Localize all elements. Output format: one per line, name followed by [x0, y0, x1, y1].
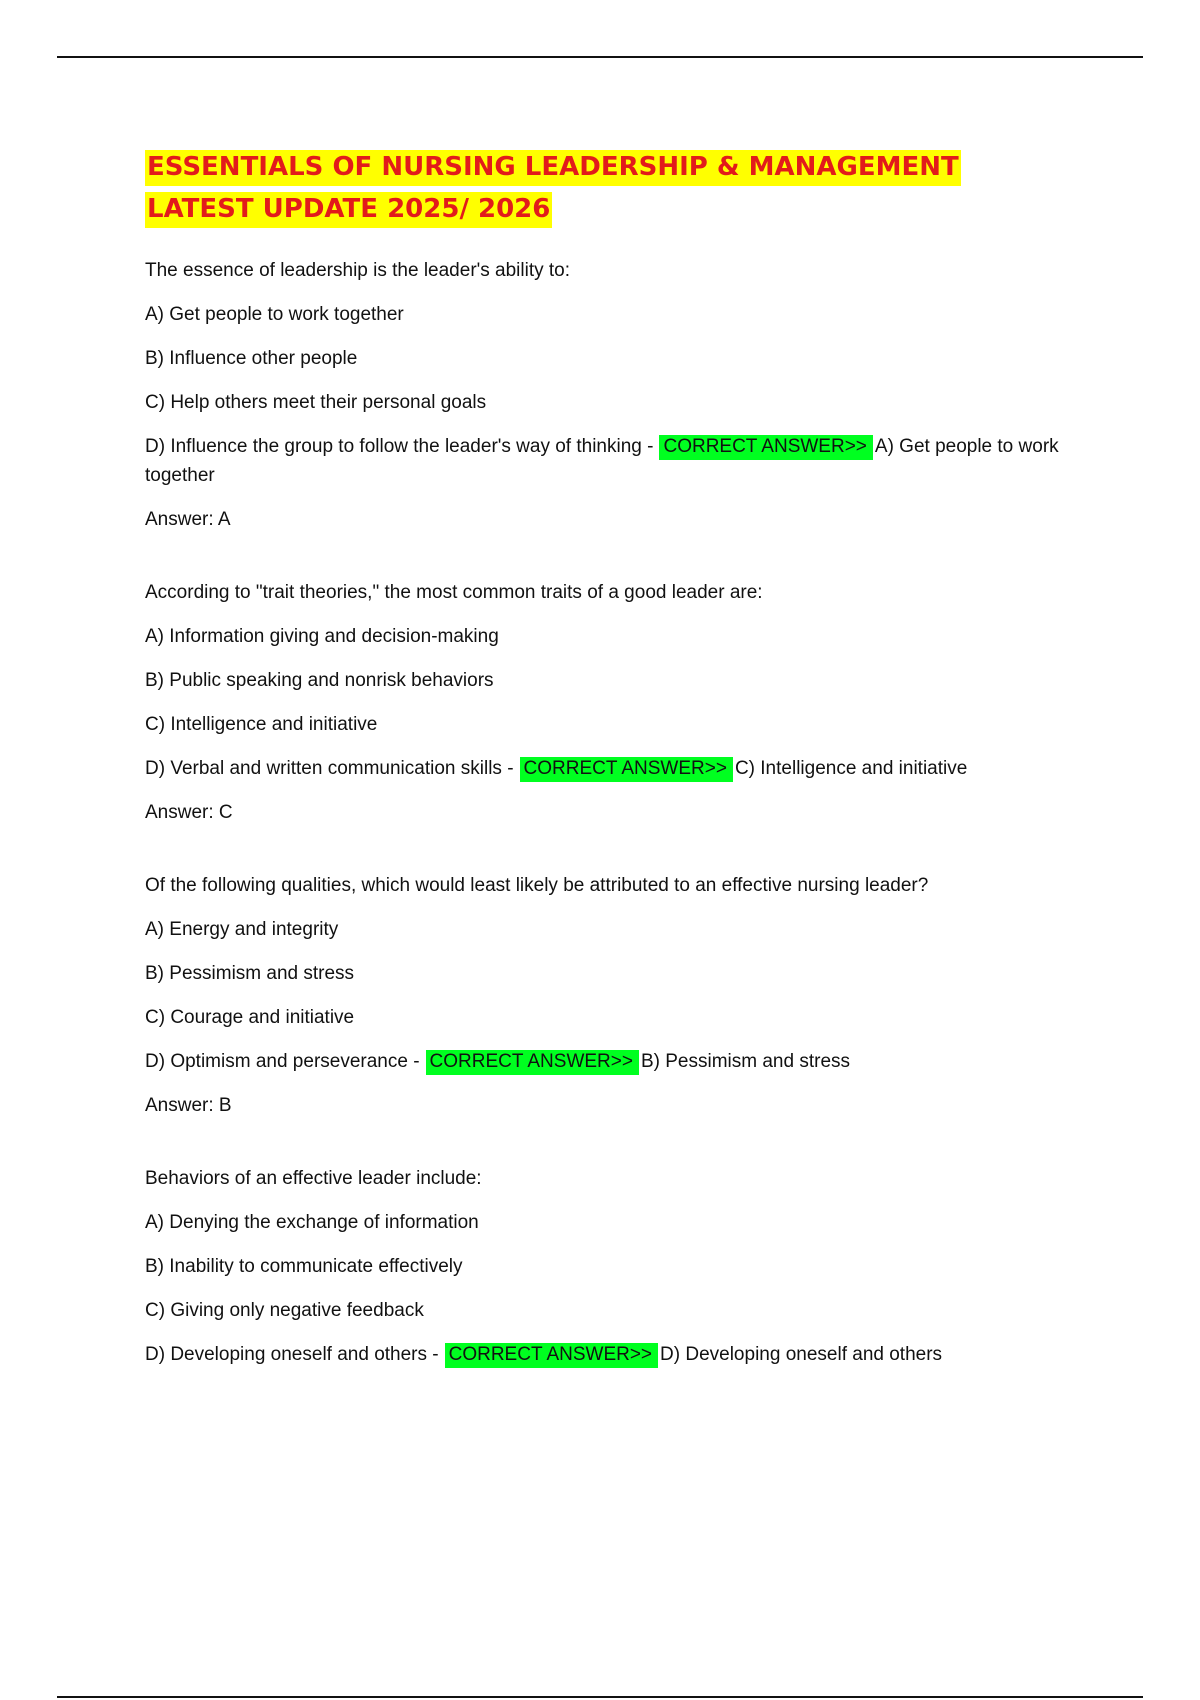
option-d: D) Optimism and perseverance - — [145, 1051, 420, 1072]
option-b: B) Influence other people — [145, 348, 358, 369]
option-d: D) Influence the group to follow the leader's way of thinking - — [145, 436, 654, 457]
question-stem: According to "trait theories," the most common traits of a good leader are: — [145, 582, 763, 603]
question-stem: The essence of leadership is the leader's ability to: — [145, 260, 571, 281]
title-line-2: LATEST UPDATE 2025/ 2026 — [145, 192, 552, 228]
option-d-line — [145, 754, 1075, 783]
correct-answer-text: A) Get people to work together — [145, 436, 1059, 486]
correct-answer-text: B) Pessimism and stress — [640, 1051, 851, 1072]
correct-answer-marker: CORRECT ANSWER>> — [426, 1050, 639, 1075]
document-body — [145, 146, 1075, 1413]
question-stem: Behaviors of an effective leader include: — [145, 1168, 482, 1189]
option-a: A) Information giving and decision-making — [145, 626, 499, 647]
option-d: D) Developing oneself and others - — [145, 1344, 439, 1365]
option-b: B) Pessimism and stress — [145, 963, 355, 984]
question-3 — [145, 871, 1075, 1120]
option-b: B) Public speaking and nonrisk behaviors — [145, 670, 494, 691]
correct-answer-text: D) Developing oneself and others — [660, 1344, 943, 1365]
correct-answer-marker: CORRECT ANSWER>> — [445, 1343, 658, 1368]
answer-line: Answer: A — [145, 509, 231, 530]
option-c: C) Giving only negative feedback — [145, 1300, 424, 1321]
option-d: D) Verbal and written communication skills - — [145, 758, 514, 779]
answer-line: Answer: B — [145, 1095, 232, 1116]
top-divider — [57, 56, 1143, 58]
option-d-line — [145, 432, 1075, 490]
option-c: C) Courage and initiative — [145, 1007, 355, 1028]
correct-answer-marker: CORRECT ANSWER>> — [659, 435, 872, 460]
question-1 — [145, 256, 1075, 534]
question-4 — [145, 1164, 1075, 1369]
option-d-line — [145, 1047, 1075, 1076]
option-b: B) Inability to communicate effectively — [145, 1256, 463, 1277]
correct-answer-text: C) Intelligence and initiative — [734, 758, 968, 779]
option-d-line — [145, 1340, 1075, 1369]
answer-line: Answer: C — [145, 802, 233, 823]
option-c: C) Intelligence and initiative — [145, 714, 378, 735]
document-title — [145, 146, 1075, 230]
option-a: A) Energy and integrity — [145, 919, 339, 940]
title-line-1: ESSENTIALS OF NURSING LEADERSHIP & MANAGEMENT — [145, 150, 961, 186]
question-stem: Of the following qualities, which would least likely be attributed to an effective nursing leader? — [145, 875, 929, 896]
bottom-divider — [57, 1696, 1143, 1698]
option-a: A) Denying the exchange of information — [145, 1212, 479, 1233]
option-c: C) Help others meet their personal goals — [145, 392, 487, 413]
question-2 — [145, 578, 1075, 827]
correct-answer-marker: CORRECT ANSWER>> — [520, 757, 733, 782]
option-a: A) Get people to work together — [145, 304, 404, 325]
